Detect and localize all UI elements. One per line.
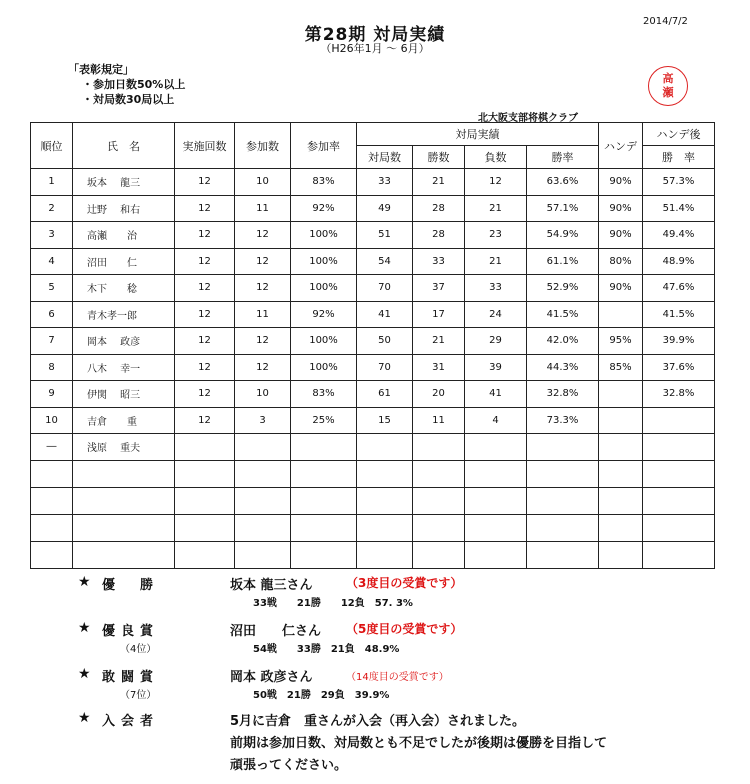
cell-win-rate: 73.3% <box>527 407 599 434</box>
cell-games: 50 <box>357 328 413 355</box>
empty-cell <box>413 487 465 514</box>
table-row <box>31 248 715 275</box>
cell-games: 49 <box>357 195 413 222</box>
empty-cell <box>291 487 357 514</box>
cell-sessions: 12 <box>175 222 235 249</box>
empty-cell <box>643 487 715 514</box>
cell-attended: 12 <box>235 248 291 275</box>
empty-cell <box>527 487 599 514</box>
empty-cell <box>413 460 465 487</box>
results-table <box>30 122 715 569</box>
cell-losses: 24 <box>465 301 527 328</box>
cell-name: 高瀬 治 <box>73 222 175 249</box>
cell-attend-rate <box>291 434 357 461</box>
cell-handicap <box>599 434 643 461</box>
cell-games: 70 <box>357 354 413 381</box>
empty-cell <box>31 541 73 568</box>
cell-sessions: 12 <box>175 195 235 222</box>
cell-handicap <box>599 407 643 434</box>
cell-win-rate: 63.6% <box>527 169 599 196</box>
cell-attended: 12 <box>235 275 291 302</box>
empty-cell <box>643 460 715 487</box>
empty-cell <box>357 460 413 487</box>
cell-wins: 20 <box>413 381 465 408</box>
cell-games: 41 <box>357 301 413 328</box>
header-losses: 負数 <box>465 146 527 169</box>
cell-adjusted-win-rate: 47.6% <box>643 275 715 302</box>
cell-sessions: 12 <box>175 275 235 302</box>
cell-wins <box>413 434 465 461</box>
cell-handicap <box>599 301 643 328</box>
cell-adjusted-win-rate <box>643 434 715 461</box>
rules-heading: 「表彰規定」 <box>68 63 134 76</box>
empty-row <box>31 514 715 541</box>
empty-cell <box>357 487 413 514</box>
table-row <box>31 381 715 408</box>
cell-adjusted-win-rate: 39.9% <box>643 328 715 355</box>
cell-games: 61 <box>357 381 413 408</box>
cell-adjusted-win-rate: 51.4% <box>643 195 715 222</box>
header-attended: 参加数 <box>235 123 291 169</box>
star-icon: ★ <box>78 574 91 590</box>
cell-wins: 37 <box>413 275 465 302</box>
table-row <box>31 275 715 302</box>
cell-losses: 29 <box>465 328 527 355</box>
cell-rank: ― <box>31 434 73 461</box>
cell-games: 70 <box>357 275 413 302</box>
header-game-record: 対局実績 <box>357 123 599 146</box>
cell-losses: 39 <box>465 354 527 381</box>
table-row <box>31 407 715 434</box>
cell-attended: 12 <box>235 328 291 355</box>
header-sessions: 実施回数 <box>175 123 235 169</box>
cell-win-rate: 41.5% <box>527 301 599 328</box>
header-wins: 勝数 <box>413 146 465 169</box>
cell-handicap: 85% <box>599 354 643 381</box>
cell-rank: 7 <box>31 328 73 355</box>
cell-wins: 21 <box>413 328 465 355</box>
cell-name: 伊関 昭三 <box>73 381 175 408</box>
cell-attend-rate: 100% <box>291 328 357 355</box>
award-winner: 坂本 龍三さん <box>230 578 313 593</box>
award-label: 優良賞 <box>102 624 160 639</box>
empty-cell <box>235 487 291 514</box>
cell-name: 吉倉 重 <box>73 407 175 434</box>
table-row <box>31 434 715 461</box>
cell-handicap: 80% <box>599 248 643 275</box>
empty-cell <box>357 514 413 541</box>
header-after-handicap: ハンデ後 <box>643 123 715 146</box>
star-icon: ★ <box>78 666 91 682</box>
cell-name: 岡本 政彦 <box>73 328 175 355</box>
award-winner: 沼田 仁さん <box>230 624 322 639</box>
cell-win-rate: 57.1% <box>527 195 599 222</box>
award-label: 優 勝 <box>102 578 160 593</box>
empty-row <box>31 487 715 514</box>
cell-handicap: 95% <box>599 328 643 355</box>
empty-cell <box>643 514 715 541</box>
cell-games <box>357 434 413 461</box>
cell-adjusted-win-rate <box>643 407 715 434</box>
cell-attend-rate: 25% <box>291 407 357 434</box>
empty-cell <box>291 460 357 487</box>
cell-adjusted-win-rate: 49.4% <box>643 222 715 249</box>
award-label: 敢闘賞 <box>102 670 160 685</box>
star-icon: ★ <box>78 620 91 636</box>
empty-cell <box>31 460 73 487</box>
empty-cell <box>235 514 291 541</box>
empty-cell <box>73 487 175 514</box>
header-rank: 順位 <box>31 123 73 169</box>
cell-losses: 21 <box>465 248 527 275</box>
empty-cell <box>527 460 599 487</box>
report-date: 2014/7/2 <box>643 16 688 27</box>
cell-name: 沼田 仁 <box>73 248 175 275</box>
cell-wins: 21 <box>413 169 465 196</box>
rule-item: ・参加日数50%以上 <box>82 78 186 91</box>
cell-win-rate: 44.3% <box>527 354 599 381</box>
cell-rank: 10 <box>31 407 73 434</box>
cell-losses: 33 <box>465 275 527 302</box>
cell-sessions: 12 <box>175 354 235 381</box>
award-note: （3度目の受賞です） <box>346 576 463 590</box>
header-win-rate: 勝率 <box>527 146 599 169</box>
cell-attended: 12 <box>235 354 291 381</box>
empty-cell <box>599 487 643 514</box>
empty-cell <box>599 541 643 568</box>
empty-cell <box>291 514 357 541</box>
cell-games: 33 <box>357 169 413 196</box>
award-rules <box>68 62 185 107</box>
empty-cell <box>291 541 357 568</box>
empty-cell <box>413 514 465 541</box>
cell-losses: 23 <box>465 222 527 249</box>
cell-rank: 2 <box>31 195 73 222</box>
empty-row <box>31 541 715 568</box>
cell-wins: 33 <box>413 248 465 275</box>
cell-handicap <box>599 381 643 408</box>
award-stats: 50戦 21勝 29負 39.9% <box>253 690 390 701</box>
cell-wins: 11 <box>413 407 465 434</box>
cell-handicap: 90% <box>599 222 643 249</box>
empty-cell <box>175 487 235 514</box>
cell-sessions: 12 <box>175 248 235 275</box>
cell-rank: 9 <box>31 381 73 408</box>
empty-cell <box>175 460 235 487</box>
empty-row <box>31 460 715 487</box>
cell-handicap: 90% <box>599 195 643 222</box>
page-subtitle: （H26年1月 ～ 6月） <box>320 42 430 55</box>
cell-win-rate: 54.9% <box>527 222 599 249</box>
cell-attend-rate: 92% <box>291 301 357 328</box>
cell-attended: 11 <box>235 301 291 328</box>
header-handicap: ハンデ <box>599 123 643 169</box>
cell-sessions: 12 <box>175 301 235 328</box>
notice-line: 前期は参加日数、対局数とも不足でしたが後期は優勝を目指して <box>230 736 608 751</box>
award-rank: （4位） <box>120 644 157 655</box>
cell-win-rate <box>527 434 599 461</box>
new-member-label: 入会者 <box>102 714 160 729</box>
cell-attended: 11 <box>235 195 291 222</box>
award-stats: 33戦 21勝 12負 57. 3% <box>253 598 413 609</box>
empty-cell <box>465 541 527 568</box>
empty-cell <box>465 487 527 514</box>
empty-cell <box>465 514 527 541</box>
cell-attend-rate: 100% <box>291 248 357 275</box>
empty-cell <box>465 460 527 487</box>
cell-losses: 41 <box>465 381 527 408</box>
cell-rank: 4 <box>31 248 73 275</box>
cell-rank: 5 <box>31 275 73 302</box>
cell-name: 辻野 和右 <box>73 195 175 222</box>
cell-sessions <box>175 434 235 461</box>
empty-cell <box>413 541 465 568</box>
empty-cell <box>643 541 715 568</box>
award-note: （5度目の受賞です） <box>346 622 463 636</box>
empty-cell <box>175 514 235 541</box>
cell-name: 坂本 龍三 <box>73 169 175 196</box>
cell-adjusted-win-rate: 57.3% <box>643 169 715 196</box>
table-row <box>31 195 715 222</box>
award-note: （14度目の受賞です） <box>346 672 449 683</box>
empty-cell <box>73 514 175 541</box>
header-adjusted-win-rate: 勝 率 <box>643 146 715 169</box>
empty-cell <box>31 514 73 541</box>
empty-cell <box>599 460 643 487</box>
cell-sessions: 12 <box>175 169 235 196</box>
cell-win-rate: 52.9% <box>527 275 599 302</box>
cell-wins: 28 <box>413 222 465 249</box>
table-row <box>31 222 715 249</box>
award-stats: 54戦 33勝 21負 48.9% <box>253 644 400 655</box>
cell-sessions: 12 <box>175 328 235 355</box>
award-rank: （7位） <box>120 690 157 701</box>
cell-games: 15 <box>357 407 413 434</box>
stamp-char: 高 <box>662 72 674 85</box>
cell-sessions: 12 <box>175 381 235 408</box>
cell-games: 54 <box>357 248 413 275</box>
cell-win-rate: 32.8% <box>527 381 599 408</box>
cell-attended: 10 <box>235 381 291 408</box>
empty-cell <box>235 541 291 568</box>
cell-win-rate: 42.0% <box>527 328 599 355</box>
cell-handicap: 90% <box>599 275 643 302</box>
empty-cell <box>73 460 175 487</box>
cell-win-rate: 61.1% <box>527 248 599 275</box>
notice-line: 頑張ってください。 <box>230 758 348 773</box>
cell-name: 木下 稔 <box>73 275 175 302</box>
cell-attend-rate: 83% <box>291 169 357 196</box>
page-title: 第28期 対局実績 <box>304 25 446 45</box>
cell-attended: 10 <box>235 169 291 196</box>
cell-name: 浅原 重夫 <box>73 434 175 461</box>
cell-rank: 3 <box>31 222 73 249</box>
header-name: 氏 名 <box>73 123 175 169</box>
seal-stamp <box>648 66 688 106</box>
table-row <box>31 169 715 196</box>
empty-cell <box>31 487 73 514</box>
cell-attend-rate: 100% <box>291 354 357 381</box>
empty-cell <box>175 541 235 568</box>
cell-name: 青木孝一郎 <box>73 301 175 328</box>
cell-rank: 8 <box>31 354 73 381</box>
empty-cell <box>527 541 599 568</box>
cell-attend-rate: 83% <box>291 381 357 408</box>
cell-adjusted-win-rate: 48.9% <box>643 248 715 275</box>
cell-name: 八木 幸一 <box>73 354 175 381</box>
cell-games: 51 <box>357 222 413 249</box>
table-row <box>31 328 715 355</box>
empty-cell <box>235 460 291 487</box>
cell-rank: 6 <box>31 301 73 328</box>
award-winner: 岡本 政彦さん <box>230 670 313 685</box>
cell-attended: 3 <box>235 407 291 434</box>
cell-wins: 31 <box>413 354 465 381</box>
cell-losses: 21 <box>465 195 527 222</box>
cell-sessions: 12 <box>175 407 235 434</box>
cell-losses: 12 <box>465 169 527 196</box>
table-row <box>31 354 715 381</box>
cell-rank: 1 <box>31 169 73 196</box>
notice-line: 5月に吉倉 重さんが入会（再入会）されました。 <box>230 714 526 729</box>
cell-losses <box>465 434 527 461</box>
empty-cell <box>527 514 599 541</box>
cell-adjusted-win-rate: 32.8% <box>643 381 715 408</box>
cell-attend-rate: 92% <box>291 195 357 222</box>
header-games: 対局数 <box>357 146 413 169</box>
header-attend-rate: 参加率 <box>291 123 357 169</box>
cell-adjusted-win-rate: 37.6% <box>643 354 715 381</box>
empty-cell <box>357 541 413 568</box>
cell-attended <box>235 434 291 461</box>
table-row <box>31 301 715 328</box>
cell-attended: 12 <box>235 222 291 249</box>
club-name: 北大阪支部将棋クラブ <box>478 113 578 124</box>
cell-attend-rate: 100% <box>291 222 357 249</box>
cell-losses: 4 <box>465 407 527 434</box>
cell-attend-rate: 100% <box>291 275 357 302</box>
empty-cell <box>73 541 175 568</box>
star-icon: ★ <box>78 710 91 726</box>
stamp-char: 瀬 <box>662 86 674 99</box>
cell-adjusted-win-rate: 41.5% <box>643 301 715 328</box>
rule-item: ・対局数30局以上 <box>82 93 175 106</box>
cell-handicap: 90% <box>599 169 643 196</box>
cell-wins: 17 <box>413 301 465 328</box>
empty-cell <box>599 514 643 541</box>
cell-wins: 28 <box>413 195 465 222</box>
